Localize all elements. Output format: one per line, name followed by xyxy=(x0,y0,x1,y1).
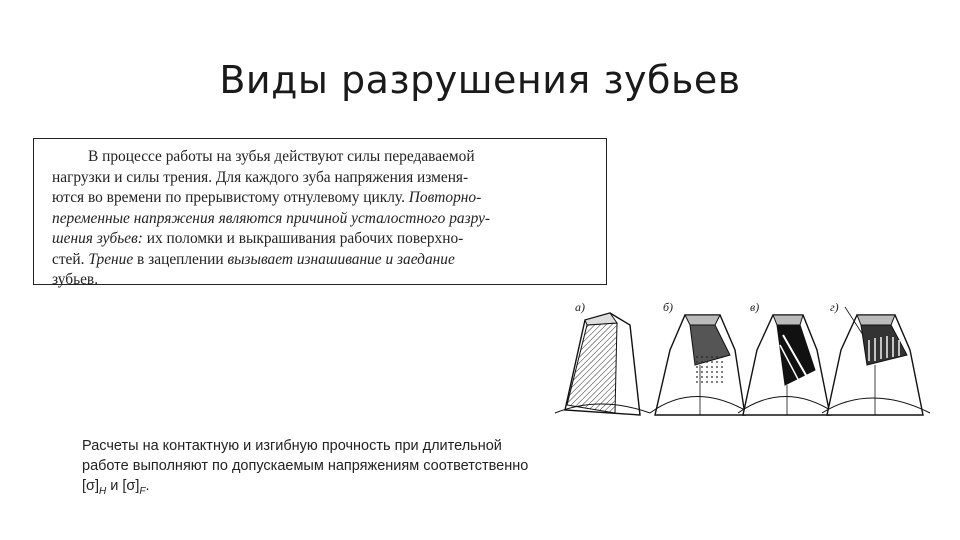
note-line: работе выполняют по допускаемым напряжениям соответственно xyxy=(82,458,529,474)
tooth-breakage-illustration xyxy=(555,300,650,415)
paragraph-line: В процессе работы на зубья действуют силы передаваемой xyxy=(88,148,475,165)
page-title: Виды разрушения зубьев xyxy=(219,58,741,102)
text-fragment: ются во времени по прерывистому отнулевому циклу. xyxy=(52,189,409,206)
paragraph-line: нагрузки и силы трения. Для каждого зуба напряжения изменя- xyxy=(52,168,469,186)
stress-symbol: [σ] xyxy=(82,478,100,494)
italic-fragment: Повторно- xyxy=(408,189,482,206)
text-fragment: их поломки и выкрашивания рабочих поверхно- xyxy=(142,230,464,247)
gear-teeth-figure xyxy=(545,295,935,425)
text-fragment: . xyxy=(145,478,150,494)
italic-fragment: переменные напряжения являются причиной усталостного разру- xyxy=(52,209,491,227)
note-line xyxy=(82,476,602,502)
tooth-scoring-illustration xyxy=(822,300,930,415)
paragraph-line xyxy=(52,209,592,230)
figure-label-b: б) xyxy=(663,300,674,314)
subscript: H xyxy=(99,485,107,497)
paragraph-line xyxy=(52,188,592,209)
italic-fragment: вызывает изнашивание и заедание xyxy=(227,250,455,268)
italic-fragment: Трение xyxy=(88,250,134,268)
tooth-pitting-illustration xyxy=(650,300,750,415)
tooth-wear-illustration xyxy=(738,300,835,415)
italic-fragment: шения зубьев: xyxy=(52,230,143,247)
figure-label-v: в) xyxy=(750,300,760,314)
text-block-scan xyxy=(33,138,607,288)
subscript: F xyxy=(139,485,146,497)
paragraph-line xyxy=(52,229,592,250)
figure-label-g: г) xyxy=(830,300,839,314)
paragraph-line: зубьев. xyxy=(52,271,99,288)
paragraph-line xyxy=(52,250,592,271)
text-fragment: в зацеплении xyxy=(133,250,228,268)
text-fragment: стей. xyxy=(52,250,89,268)
figure-label-a: а) xyxy=(575,300,585,314)
stress-symbol: и [σ] xyxy=(106,478,140,494)
note-line: Расчеты на контактную и изгибную прочность при длительной xyxy=(82,438,502,454)
strength-calculation-note xyxy=(82,436,602,502)
